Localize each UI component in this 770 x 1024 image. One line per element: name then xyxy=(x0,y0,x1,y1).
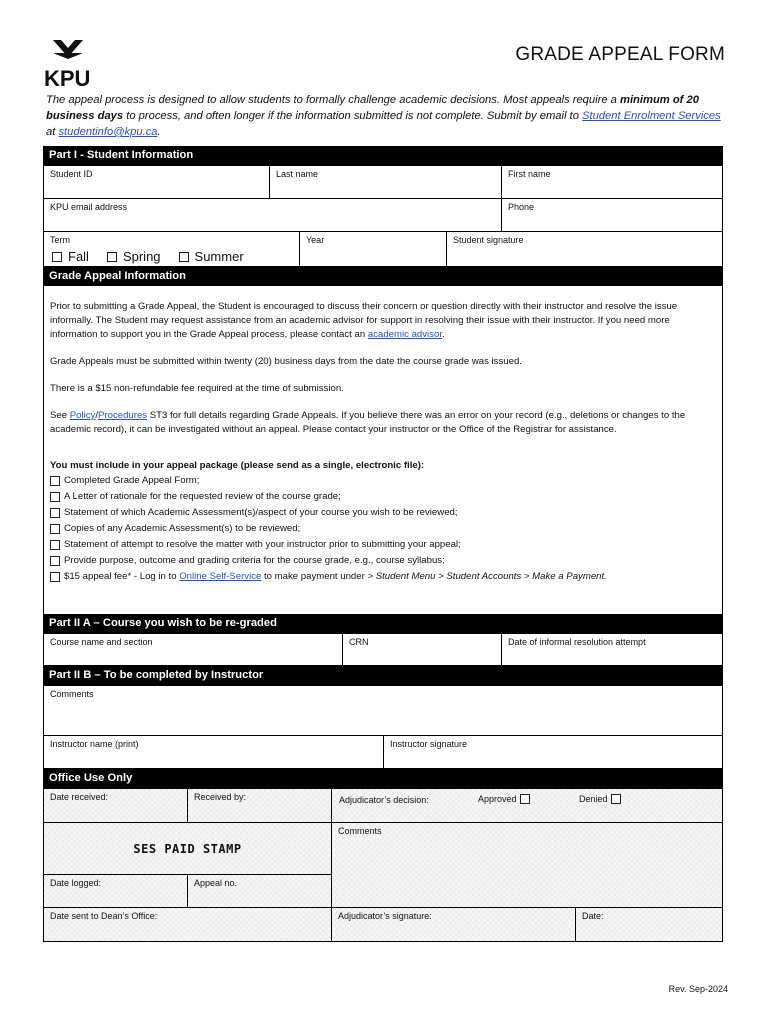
instructor-name-field[interactable] xyxy=(43,735,384,769)
info-paragraph-2: Grade Appeals must be submitted within twenty (20) business days from the date the course grade was issued. xyxy=(50,356,522,367)
term-summer-label: Summer xyxy=(194,249,244,264)
year-label: Year xyxy=(306,235,325,245)
info-paragraph-4 xyxy=(50,409,716,437)
date-received-label: Date received: xyxy=(50,792,109,802)
requirement-item[interactable] xyxy=(50,505,716,521)
first-name-field[interactable] xyxy=(501,165,723,199)
part1-heading: Part I - Student Information xyxy=(43,146,723,165)
date-sent-dean-field[interactable] xyxy=(43,907,332,942)
intro-paragraph xyxy=(46,92,726,140)
intro-at: at xyxy=(46,126,59,138)
requirements-title: You must include in your appeal package (please send as a single, electronic file): xyxy=(50,460,425,471)
info-paragraph-3: There is a $15 non-refundable fee required at the time of submission. xyxy=(50,383,344,394)
checkbox-icon xyxy=(50,540,60,550)
approved-label: Approved xyxy=(478,794,517,804)
adjudicator-comments-label: Comments xyxy=(338,826,382,836)
denied-label: Denied xyxy=(579,794,608,804)
adjudicator-comments-field[interactable] xyxy=(331,822,723,908)
policy-link[interactable]: Policy xyxy=(69,410,96,421)
checkbox-icon xyxy=(50,492,60,502)
requirement-item[interactable] xyxy=(50,489,716,505)
date-sent-dean-label: Date sent to Dean’s Office: xyxy=(50,911,158,921)
course-name-label: Course name and section xyxy=(50,637,153,647)
intro-end: . xyxy=(157,126,161,138)
info-p4-text: ST3 for full details regarding Grade Appeals. If you believe there was an error on your record (e.g., deletions or changes to the academic record), it can be investigated without an appeal. Please contact your instructor or the Office of the Registrar for assistance. xyxy=(50,410,686,435)
term-field xyxy=(43,231,300,267)
year-field[interactable] xyxy=(299,231,447,267)
received-by-field[interactable] xyxy=(187,788,332,823)
adjudicator-decision-label: Adjudicator’s decision: xyxy=(339,795,429,805)
course-name-field[interactable] xyxy=(43,633,343,666)
part2b-heading: Part II B – To be completed by Instructor xyxy=(43,666,723,685)
info-p1-end: . xyxy=(441,329,445,340)
last-name-label: Last name xyxy=(276,169,319,179)
requirement-item[interactable] xyxy=(50,473,716,489)
logo-text: KPU xyxy=(44,66,91,88)
online-self-service-link[interactable]: Online Self-Service xyxy=(179,571,262,582)
page-title: GRADE APPEAL FORM xyxy=(515,44,725,65)
date-received-field[interactable] xyxy=(43,788,188,823)
instructor-name-label: Instructor name (print) xyxy=(50,739,139,749)
info-p4-slash: / xyxy=(95,410,99,421)
date-logged-field[interactable] xyxy=(43,874,188,908)
checkbox-icon xyxy=(107,252,117,262)
ses-paid-stamp-area xyxy=(43,822,332,875)
student-enrolment-services-link[interactable]: Student Enrolment Services xyxy=(582,110,721,122)
adjudicator-date-field[interactable] xyxy=(575,907,723,942)
phone-label: Phone xyxy=(508,202,535,212)
requirement-label: Copies of any Academic Assessment(s) to be reviewed; xyxy=(64,523,301,534)
kpu-logo xyxy=(44,40,96,88)
adjudicator-decision-field xyxy=(331,788,723,823)
grade-appeal-info-heading: Grade Appeal Information xyxy=(43,267,723,286)
checkbox-icon xyxy=(52,252,62,262)
student-signature-label: Student signature xyxy=(453,235,524,245)
crn-field[interactable] xyxy=(342,633,502,666)
procedures-link[interactable]: Procedures xyxy=(98,410,148,421)
informal-resolution-date-label: Date of informal resolution attempt xyxy=(508,637,646,647)
checkbox-icon xyxy=(50,476,60,486)
requirement-item-fee[interactable] xyxy=(50,569,716,585)
checkbox-icon xyxy=(50,524,60,534)
requirement-item[interactable] xyxy=(50,553,716,569)
requirement-label: Provide purpose, outcome and grading criteria for the course grade, e.g., course syllabus; xyxy=(64,555,445,566)
term-fall-checkbox[interactable] xyxy=(52,249,89,264)
info-p4-pre: See xyxy=(50,410,70,421)
requirement-label: Statement of attempt to resolve the matter with your instructor prior to submitting your appeal; xyxy=(64,539,461,550)
requirement-label: Statement of which Academic Assessment(s)/aspect of your course you wish to be reviewed; xyxy=(64,507,458,518)
office-use-heading: Office Use Only xyxy=(43,769,723,788)
intro-bold: minimum of 20 business days xyxy=(46,94,699,122)
phone-field[interactable] xyxy=(501,198,723,232)
denied-checkbox[interactable] xyxy=(579,794,621,804)
adjudicator-date-label: Date: xyxy=(582,911,604,921)
informal-resolution-date-field[interactable] xyxy=(501,633,723,666)
appeal-no-label: Appeal no. xyxy=(194,878,238,888)
student-signature-field[interactable] xyxy=(446,231,723,267)
student-id-field[interactable] xyxy=(43,165,270,199)
checkbox-icon xyxy=(611,794,621,804)
instructor-comments-label: Comments xyxy=(50,689,94,699)
term-spring-checkbox[interactable] xyxy=(107,249,161,264)
intro-text-mid: to process, and often longer if the information submitted is not complete. Submit by email to xyxy=(123,110,583,122)
adjudicator-signature-field[interactable] xyxy=(331,907,576,942)
email-label: KPU email address xyxy=(50,202,128,212)
checkbox-icon xyxy=(50,556,60,566)
info-paragraph-1 xyxy=(50,300,716,342)
term-label: Term xyxy=(50,235,70,245)
checkbox-icon xyxy=(179,252,189,262)
last-name-field[interactable] xyxy=(269,165,502,199)
crn-label: CRN xyxy=(349,637,369,647)
fee-pre: $15 appeal fee* - Log in to xyxy=(64,571,180,582)
received-by-label: Received by: xyxy=(194,792,247,802)
checkbox-icon xyxy=(50,508,60,518)
instructor-signature-field[interactable] xyxy=(383,735,723,769)
appeal-no-field[interactable] xyxy=(187,874,332,908)
revision-date: Rev. Sep-2024 xyxy=(668,984,728,994)
adjudicator-signature-label: Adjudicator’s signature: xyxy=(338,911,432,921)
requirement-label: A Letter of rationale for the requested review of the course grade; xyxy=(64,491,341,502)
intro-text: The appeal process is designed to allow students to formally challenge academic decisions. Most appeals require a xyxy=(46,94,620,106)
term-spring-label: Spring xyxy=(122,249,161,264)
term-summer-checkbox[interactable] xyxy=(179,249,244,264)
student-id-label: Student ID xyxy=(50,169,93,179)
approved-checkbox[interactable] xyxy=(478,794,530,804)
requirement-item[interactable] xyxy=(50,521,716,537)
academic-advisor-link[interactable]: academic advisor xyxy=(367,329,442,340)
checkbox-icon xyxy=(50,572,60,582)
part2a-heading: Part II A – Course you wish to be re-graded xyxy=(43,614,723,633)
requirements-list xyxy=(50,473,716,585)
instructor-comments-field[interactable] xyxy=(43,685,723,736)
email-field[interactable] xyxy=(43,198,502,232)
instructor-signature-label: Instructor signature xyxy=(390,739,468,749)
fee-mid: to make payment under xyxy=(261,571,368,582)
first-name-label: First name xyxy=(508,169,551,179)
grade-appeal-form xyxy=(43,146,723,943)
requirement-item[interactable] xyxy=(50,537,716,553)
ses-paid-stamp-label: SES PAID STAMP xyxy=(133,841,242,856)
requirement-label: Completed Grade Appeal Form; xyxy=(64,475,200,486)
date-logged-label: Date logged: xyxy=(50,878,102,888)
term-fall-label: Fall xyxy=(68,249,89,264)
checkbox-icon xyxy=(520,794,530,804)
info-p1-text: Prior to submitting a Grade Appeal, the Student is encouraged to discuss their concern or question directly with their instructor and resolve the issue informally. The Student may request assistance from an academic advisor for support in resolving their issue with their instructor. If you need more information to support you in the Grade Appeal process, please contact an xyxy=(50,301,678,340)
fee-path: > Student Menu > Student Accounts > Make a Payment. xyxy=(367,571,607,582)
studentinfo-email-link[interactable]: studentinfo@kpu.ca xyxy=(58,126,158,138)
fee-text xyxy=(64,570,607,584)
